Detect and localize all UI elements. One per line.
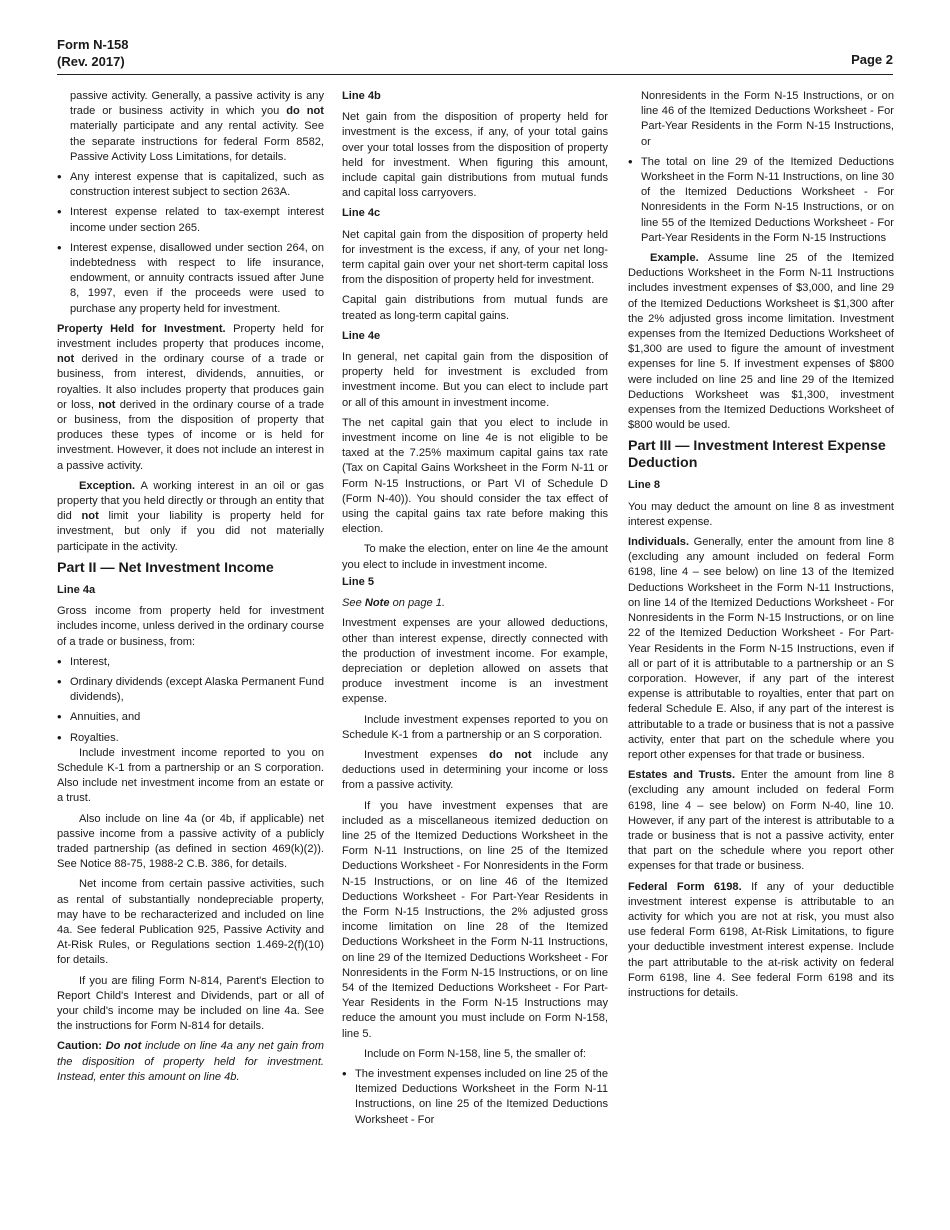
part-2-heading: Part II — Net Investment Income	[57, 559, 274, 576]
paragraph: passive activity. Generally, a passive activity is any trade or business activity in which you do not materially participate and any rental activity. See the separate instructions for federal Form 8582, Passive Activity Loss Limitations, for details.	[70, 90, 324, 163]
estates-paragraph: Estates and Trusts. Enter the amount from line 8 (excluding any amount included on federal Form 6198, line 4 – see below) on Form N-40, line 10. However, if any part of the interest is attributable to a trade or business that is not a passive activity, enter that part on the schedule where you report other expenses for that trade or business.	[628, 769, 894, 873]
bullet-item: • Interest expense related to tax-exempt interest income under section 265.	[57, 205, 324, 235]
paragraph: To make the election, enter on line 4e the amount you elect to include in investment income.	[342, 543, 608, 571]
form-revision: (Rev. 2017)	[57, 54, 125, 69]
bullet-item: • The investment expenses included on line 25 of the Itemized Deductions Worksheet in the Form N-11 Instructions, on line 25 of the Itemized Deductions Worksheet - For	[342, 1067, 608, 1128]
paragraph: Investment expenses are your allowed deductions, other than interest expense, directly connected with the production of investment income. For example, depreciation or depletion allowed on assets that produce investment income is an investment expense.	[342, 617, 608, 706]
federal-form-paragraph: Federal Form 6198. If any of your deductible investment interest expense is attributable to an activity for which you are not at risk, you must also use federal Form 6198, At-Risk Limitations, to figure your deductible investment interest expense. Include the part attributable to the at-risk activity on federal Form 6198, line 4. See federal Form 6198 and its instructions for details.	[628, 880, 895, 999]
example-paragraph: Example. Assume line 25 of the Itemized Deductions Worksheet in the Form N-11 Instructions includes investment expenses of $3,000, and line 29 of the Itemized Deductions Worksheet is $1,300 after the 2% adjusted gross income limitation. Investment expenses from the Itemized Deductions Worksheet of $1,300 are used to figure the amount of investment expenses for line 5. If investment expenses of $800 were included on line 25 and line 29 of the Itemized Deductions Worksheet was $1,300, investment expenses from the Itemized Deductions Worksheet of $800 would be used.	[628, 252, 894, 432]
bullet-item: • Ordinary dividends (except Alaska Permanent Fund dividends),	[57, 675, 324, 705]
form-header	[57, 36, 129, 70]
paragraph: Include investment income reported to you on Schedule K-1 from a partnership or an S corporation. Also include net investment income from an estate or a trust.	[57, 746, 324, 805]
column-2	[342, 89, 608, 1133]
paragraph: Also include on line 4a (or 4b, if applicable) net passive income from a passive activity of a publicly traded partnership (as defined in section 469(k)(2)). See Notice 88-75, 1988-2 C.B. 386, for details.	[57, 812, 324, 871]
bullet-item: • Interest expense, disallowed under section 264, on indebtedness with respect to life insurance, endowment, or annuity contracts issued after June 8, 1997, even if the proceeds were used to purchase any property held for investment.	[57, 241, 324, 317]
line-4a-heading: Line 4a	[57, 583, 96, 596]
line-4c-heading: Line 4c	[342, 207, 381, 220]
header-rule	[57, 74, 893, 75]
column-3	[628, 89, 894, 1006]
paragraph: Net gain from the disposition of property held for investment is the excess, if any, of your total gains over your total losses from the disposition of property held for investment. When figuring this amount, include capital gain distributions from mutual funds and capital loss carryovers.	[342, 111, 608, 200]
paragraph: Gross income from property held for investment includes income, unless derived in the ordinary course of a trade or business, from:	[57, 605, 325, 648]
form-number: Form N-158	[57, 37, 129, 52]
bullet-continuation: Nonresidents in the Form N-15 Instructions, or on line 46 of the Itemized Deductions Worksheet - For Part-Year Residents in the Form N-15 Instructions, or	[641, 90, 894, 148]
property-held-paragraph: Property Held for Investment. Property held for investment includes property that produces income, not derived in the ordinary course of a trade or business, from interest, dividends, annuities, or royalties. It also includes property that produces gain or loss, not derived in the ordinary course of a trade or business, from the disposition of property that produces these types of income or is held for investment. However, it does not include an interest in a passive activity.	[57, 322, 325, 472]
bullet-item: • Royalties.	[57, 731, 324, 746]
column-1	[57, 89, 324, 1090]
page-number: Page 2	[851, 52, 893, 67]
individuals-paragraph: Individuals. Generally, enter the amount from line 8 (excluding any amount included on federal Form 6198, line 4 – see below) on line 13 of the Itemized Deductions Worksheet in the Form N-11 Instructions, on line 14 of the Itemized Deductions Worksheet - For Nonresidents in the Form N-15 Instructions, or on line 22 of the Itemized Deduction Worksheet - For Part-Year Residents in the Form N-15 Instructions, even if all or part of it is attributable to a partnership or an S corporation. However, if any part of the interest expense is attributable to royalties, enter that part on federal Schedule E. Also, if any part of the interest is attributable to a trade or business that is not a passive activity, enter that part on the schedule where you report other expenses for that trade or business.	[628, 536, 894, 761]
paragraph: Capital gain distributions from mutual funds are treated as long-term capital gains.	[342, 294, 608, 322]
bullet-item: • Any interest expense that is capitalized, such as construction interest subject to section 263A.	[57, 170, 324, 200]
paragraph: Include investment expenses reported to you on Schedule K-1 from a partnership or an S corporation.	[342, 713, 608, 741]
bullet-item: • Annuities, and	[57, 710, 324, 725]
line-8-heading: Line 8	[628, 479, 661, 492]
paragraph: Net capital gain from the disposition of property held for investment is the excess, if any, of your net long-term capital gain over your net short-term capital loss from the disposition of property held for investment.	[342, 228, 608, 287]
paragraph: If you are filing Form N-814, Parent's Election to Report Child's Interest and Dividends, part or all of your child's income may be included on line 4a. See the instructions for Form N-814 for details.	[57, 974, 324, 1033]
paragraph: Investment expenses do not include any deductions used in determining your income or loss from a passive activity.	[342, 748, 609, 792]
bullet-item: • The total on line 29 of the Itemized Deductions Worksheet in the Form N-11 Instructions, on line 30 of the Itemized Deductions Worksheet - For Nonresidents in the Form N-15 Instructions, or on line 55 of the Itemized Deductions Worksheet - For Part-Year Residents in the Form N-15 Instructions	[628, 155, 894, 246]
bullet-item: • Interest,	[57, 655, 324, 670]
paragraph: In general, net capital gain from the disposition of property held for investment is excluded from investment income. But you can elect to include part or all of this amount in investment income.	[342, 351, 608, 409]
line-4e-heading: Line 4e	[342, 329, 381, 342]
paragraph: The net capital gain that you elect to include in investment income on line 4e is not eligible to be taxed at the 7.25% maximum capital gains tax rate (Tax on Capital Gains Worksheet in the Form N-11 or Form N-15 Instructions, or Part VI of Schedule D (Form N-40)). You should consider the tax effect of using the capital gains tax rate before making this election.	[342, 416, 608, 536]
caution-paragraph: Caution: Do not include on line 4a any net gain from the disposition of property held for investment. Instead, enter this amount on line 4b.	[57, 1040, 324, 1083]
paragraph: You may deduct the amount on line 8 as investment interest expense.	[628, 500, 894, 528]
paragraph: Include on Form N-158, line 5, the smaller of:	[364, 1047, 586, 1060]
part-3-heading: Part III — Investment Interest Expense Deduction	[628, 438, 886, 472]
line-5-heading: Line 5	[342, 575, 375, 588]
paragraph: Net income from certain passive activities, such as rental of substantially nondepreciable property, may have to be recharacterized and included on line 4a. See federal Publication 925, Passive Activity and At-Risk Rules, or Regulations section 1.469-2(f)(10) for details.	[57, 878, 324, 967]
see-note: See Note on page 1.	[342, 597, 446, 610]
line-4b-heading: Line 4b	[342, 90, 381, 102]
paragraph: If you have investment expenses that are included as a miscellaneous itemized deduction on line 25 of the Itemized Deductions Worksheet in the Form N-11 Instructions, on line 25 of the Itemized Deductions Worksheet - For Nonresidents in the Form N-15 Instructions, or on line 46 of the Itemized Deductions Worksheet - For Part-Year Residents in the Form N-15 Instructions, the 2% adjusted gross income limitation on line 28 of the Itemized Deductions Worksheet in the Form N-11 Instructions, on line 29 of the Itemized Deductions Worksheet - For Nonresidents in the Form N-15 Instructions, or on line 54 of the Itemized Deductions Worksheet - For Part-Year Residents in the Form N-15 Instructions may reduce the amount you must include on Form N-158, line 5.	[342, 799, 608, 1040]
exception-paragraph: Exception. A working interest in an oil or gas property that you held directly or through an entity that did not limit your liability is property held for investment, but only if you did not materially participate in the activity.	[57, 479, 324, 553]
